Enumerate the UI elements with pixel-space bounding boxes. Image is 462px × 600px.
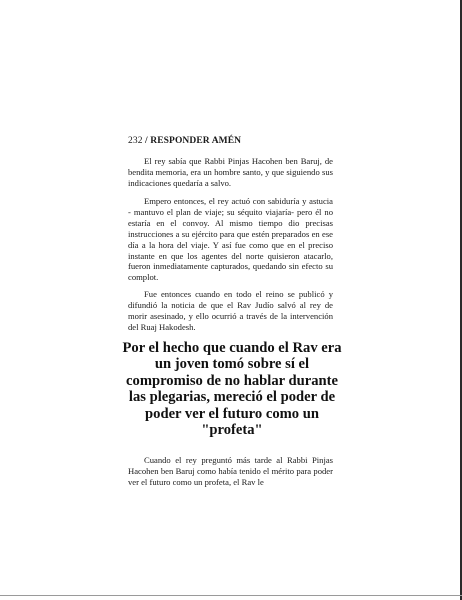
running-header [128, 136, 241, 146]
page-number: 232 [128, 136, 143, 146]
paragraph-3: Fue entonces cuando en todo el reino se publicó y difundió la noticia de que el Rav Judío salvó al rey de morir asesinado, y ello ocurrió a través de la intervención del Ruaj Hakodesh. [128, 289, 333, 332]
paragraph-1: El rey sabía que Rabbi Pinjas Hacohen ben Baruj, de bendita memoria, era un hombre santo, y que siguiendo sus indicaciones quedaría a salvo. [128, 156, 333, 188]
scan-edge-bottom [0, 595, 462, 596]
section-heading: Por el hecho que cuando el Rav era un joven tomó sobre sí el compromiso de no hablar durante las plegarias, mereció el poder de poder ver el futuro como un "profeta" [122, 340, 342, 439]
paragraph-2: Empero entonces, el rey actuó con sabiduría y astucia - mantuvo el plan de viaje; su séquito viajaría- pero él no estaría en el convoy. Al mismo tiempo dio precisas instrucciones a su ejército para que estén preparados en ese día a la hora del viaje. Y así fue como que en el preciso instante en que los agentes del norte quisieron atacarlo, fueron inmediatamente capturados, quedando sin efecto su complot. [128, 196, 333, 283]
paragraph-4: Cuando el rey preguntó más tarde al Rabbi Pinjas Hacohen ben Baruj como había tenido el mérito para poder ver el futuro como un profeta, el Rav le [128, 455, 333, 487]
running-title: / RESPONDER AMÉN [145, 136, 242, 146]
